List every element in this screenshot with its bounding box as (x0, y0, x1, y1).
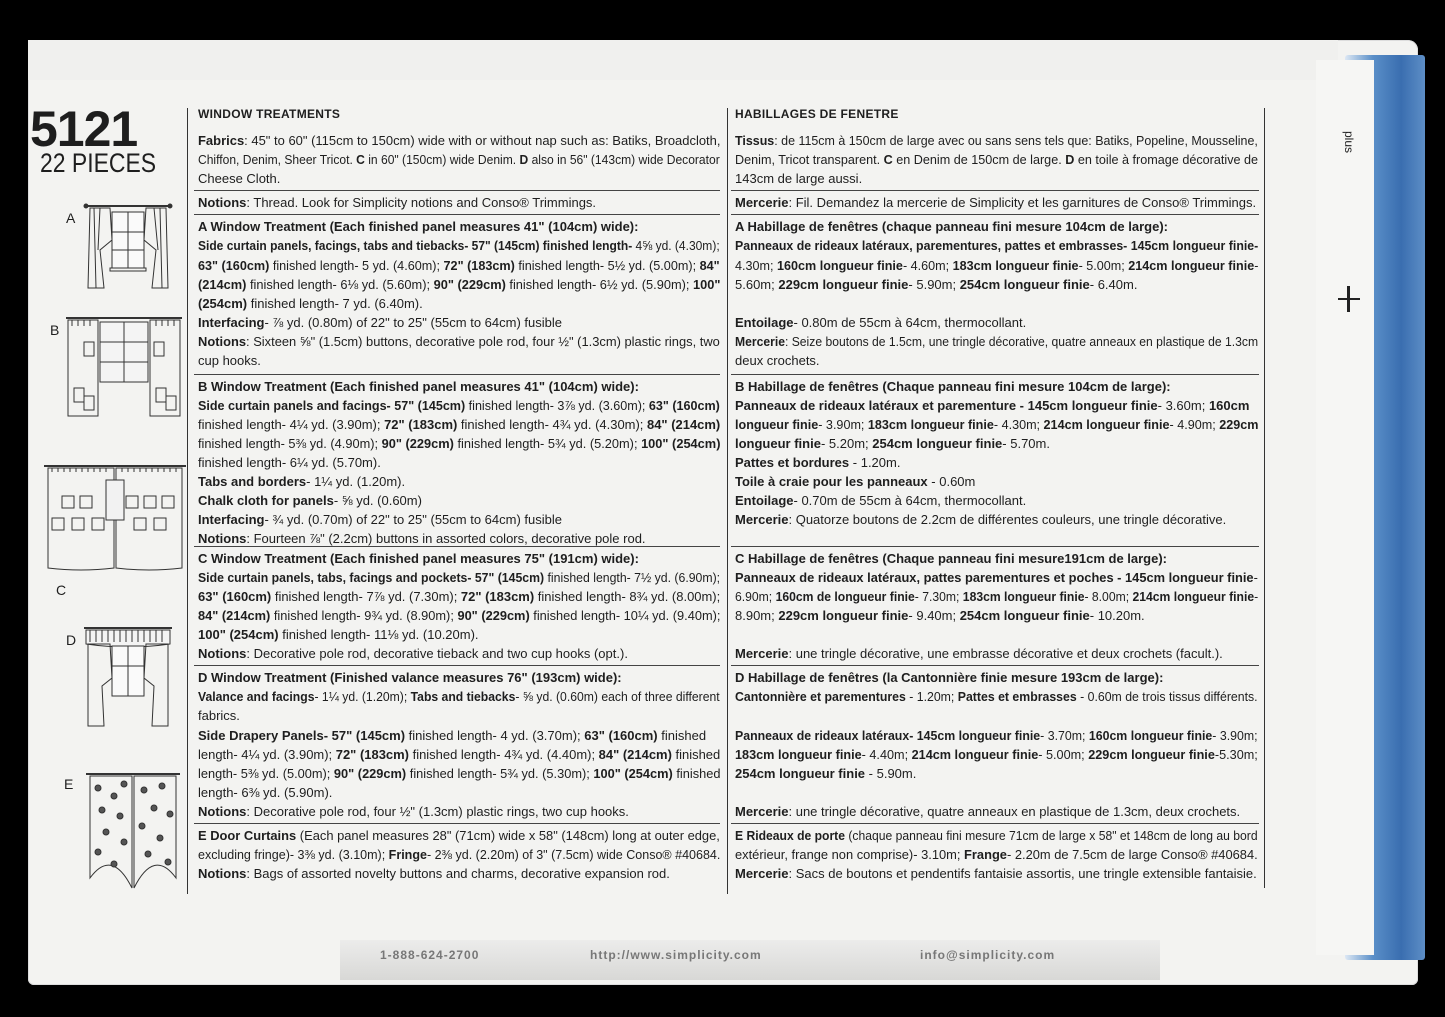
english-text: excluding fringe)- 3⅜ yd. (3.10m); (198, 847, 389, 862)
english-text: finished length- 5¾ yd. (5.30m); (406, 766, 594, 781)
french-text: : une tringle décorative, quatre anneaux en plastique de 1.3cm, deux crochets. (788, 804, 1241, 819)
french-text: - (1254, 258, 1259, 273)
english-text: finished length- 11⅛ yd. (10.20m). (278, 627, 479, 642)
english-bold-text: C (356, 152, 365, 167)
english-text: finished length- 8¾ yd. (8.00m); (534, 589, 721, 604)
french-bold-text: 183cm longueur finie (735, 747, 862, 762)
french-text: - 5.20m; (820, 436, 873, 451)
french-line (735, 236, 1258, 255)
english-text: finished length- 5½ yd. (5.00m); (514, 258, 700, 273)
side-mark-icon (1338, 286, 1360, 312)
french-line (735, 472, 975, 491)
english-text: finished length- 6½ yd. (5.90m); (505, 277, 694, 292)
french-line (735, 568, 1258, 587)
french-text: : Sacs de boutons et pendentifs fantaisie assortis, une tringle extensible fantaisie. (788, 866, 1257, 881)
french-bold-text: 183cm longueur finie (867, 417, 994, 432)
french-line (735, 726, 1258, 745)
english-line (198, 236, 720, 255)
french-bold-text: 160cm (1208, 398, 1250, 413)
view-e-illustration (84, 768, 182, 894)
french-bold-text: 214cm longueur finie (911, 747, 1039, 762)
french-text: - 8.00m; (1084, 589, 1133, 604)
french-line (735, 313, 1026, 332)
english-rule-1 (194, 190, 720, 191)
french-bold-text: 160cm longueur finie (1088, 728, 1213, 743)
french-line (735, 826, 1258, 845)
english-bold-text: Notions (198, 334, 247, 349)
english-line (198, 644, 628, 663)
english-rule-5 (194, 665, 720, 666)
french-text: (chaque panneau fini mesure 71cm de large x 58" et 148cm de long au bord (844, 828, 1258, 843)
english-bold-text: 90" (229cm) (381, 436, 454, 451)
french-line (735, 217, 1168, 236)
english-line (198, 625, 479, 644)
pattern-number: 5121 (30, 101, 138, 157)
french-bold-text: Toile à craie pour les panneaux (735, 474, 928, 489)
english-text: : Bags of assorted novelty buttons and charms, decorative expansion rod. (246, 866, 670, 881)
english-bold-text: Side curtain panels and facings- 57" (145cm) (198, 398, 466, 413)
english-text: finished length- 3⅞ yd. (3.60m); (465, 398, 649, 413)
french-line (735, 606, 1145, 625)
french-bold-text: Panneaux de rideaux latéraux- 145cm longueur finie (735, 728, 1041, 743)
french-rule-2 (731, 214, 1259, 215)
english-line (198, 351, 261, 370)
french-bold-text: E Rideaux de porte (735, 828, 845, 843)
french-text: -5.30m; (1214, 747, 1258, 762)
french-line (735, 351, 820, 370)
english-line (198, 453, 381, 472)
french-text: - 6.40m. (1089, 277, 1138, 292)
french-text: - 0.60m de trois tissus différents. (1076, 689, 1258, 704)
french-bold-text: longueur finie (735, 436, 821, 451)
french-bold-text: Pattes et embrasses (957, 689, 1077, 704)
french-bold-text: 229cm (1219, 417, 1259, 432)
french-bold-text: 160cm de longueur finie (775, 589, 915, 604)
french-bold-text: Mercerie (735, 804, 789, 819)
english-bold-text: Side curtain panels, facings, tabs and tiebacks- 57" (145cm) finished length- (198, 238, 633, 253)
english-line (198, 472, 405, 491)
bottom-phone: 1-888-624-2700 (380, 948, 480, 962)
french-line (735, 745, 1258, 764)
english-text: finished length- 4¾ yd. (4.40m); (408, 747, 599, 762)
side-text: plus (1342, 130, 1357, 154)
french-bold-text: A Habillage de fenêtres (chaque panneau fini mesure 104cm de large): (735, 219, 1168, 234)
english-text: finished length- 4¼ yd. (3.90m); (198, 417, 385, 432)
french-bold-text: 183cm longueur finie (962, 589, 1085, 604)
english-line (198, 217, 638, 236)
english-text: - 1¼ yd. (1.20m). (306, 474, 406, 489)
english-line (198, 783, 332, 802)
french-text: - 7.30m; (914, 589, 963, 604)
english-bold-text: 84" (214cm) (198, 608, 271, 623)
french-bold-text: Panneaux de rideaux latéraux, pattes parementures et poches - 145cm longueur finie (735, 570, 1254, 585)
french-text: - 0.60m (927, 474, 976, 489)
english-text: - ¾ yd. (0.70m) of 22" to 25" (55cm to 64cm) fusible (264, 512, 562, 527)
french-bold-text: 160cm longueur finie (776, 258, 903, 273)
english-rule-2 (194, 214, 720, 215)
french-line (735, 510, 1226, 529)
english-text: length- 4¼ yd. (3.90m); (198, 747, 336, 762)
english-text: : Decorative pole rod, decorative tieback and two cup hooks (opt.). (246, 646, 628, 661)
french-bold-text: Pattes et bordures (735, 455, 850, 470)
english-text: finished length- 9¾ yd. (8.90m); (270, 608, 458, 623)
english-text: finished length- 4 yd. (3.70m); (405, 728, 585, 743)
french-text: - 1.20m. (849, 455, 901, 470)
french-column (735, 0, 1258, 1000)
right-divider (1264, 108, 1265, 888)
french-bold-text: Mercerie (735, 866, 789, 881)
french-rule-1 (731, 190, 1259, 191)
english-text: finished length- 7⅞ yd. (7.30m); (271, 589, 461, 604)
english-text: : Fourteen ⅞" (2.2cm) buttons in assorted colors, decorative pole rod. (246, 531, 646, 546)
english-bold-text: Notions (198, 531, 247, 546)
english-text: finished length- 6¼ yd. (5.70m). (198, 455, 381, 470)
english-text: length- 6⅜ yd. (5.90m). (198, 785, 333, 800)
bottom-url-right: info@simplicity.com (920, 948, 1056, 962)
english-text: : 45" to 60" (115cm to 150cm) wide with or without nap such as: Batiks, Broadcloth, (244, 133, 721, 148)
french-bold-text: 254cm longueur finie (959, 608, 1090, 623)
english-line (198, 668, 622, 687)
english-line (198, 706, 240, 725)
english-bold-text: 90" (229cm) (457, 608, 530, 623)
english-line (198, 587, 720, 606)
view-letter-d: D (66, 632, 77, 648)
french-text: - 3.70m; (1040, 728, 1089, 743)
english-line (198, 150, 720, 169)
french-text: 143cm de large aussi. (735, 171, 863, 186)
english-line (198, 256, 720, 275)
french-text: 6.90m; (735, 589, 776, 604)
english-bold-text: 72" (183cm) (460, 589, 535, 604)
view-a-illustration (82, 200, 174, 292)
french-text: Denim, Tricot transparent. (735, 152, 884, 167)
english-bold-text: A Window Treatment (Each finished panel measures 41" (104cm) wide): (198, 219, 639, 234)
french-bold-text: Mercerie (735, 334, 785, 349)
french-bold-text: Frange (964, 847, 1007, 862)
english-bold-text: Notions (198, 866, 247, 881)
french-heading: HABILLAGES DE FENETRE (735, 107, 899, 121)
french-text: - 10.20m. (1089, 608, 1145, 623)
english-rule-4 (194, 546, 720, 547)
english-bold-text: Side Drapery Panels- 57" (145cm) (198, 728, 406, 743)
english-line (198, 377, 639, 396)
french-text: - 4.90m; (1169, 417, 1220, 432)
english-text: - ⅝ yd. (0.60m) each of three different (515, 689, 720, 704)
view-d-illustration (82, 622, 174, 730)
envelope-side-panel (1316, 60, 1374, 955)
english-text: finished length- 6⅛ yd. (5.60m); (246, 277, 434, 292)
english-text: - 1¼ yd. (1.20m); (314, 689, 411, 704)
english-text: Cheese Cloth. (198, 171, 281, 186)
english-rule-6 (194, 823, 720, 824)
english-bold-text: Fabrics (198, 133, 245, 148)
english-text: also in 56" (143cm) wide Decorator (528, 152, 720, 167)
french-bold-text: 229cm longueur finie (1088, 747, 1215, 762)
english-bold-text: 63" (160cm) (584, 728, 658, 743)
english-line (198, 332, 720, 351)
english-text: - ⅞ yd. (0.80m) of 22" to 25" (55cm to 64cm) fusible (264, 315, 562, 330)
french-line (735, 802, 1240, 821)
french-bold-text: 183cm longueur finie (952, 258, 1079, 273)
french-text: - 5.00m; (1038, 747, 1089, 762)
french-rule-5 (731, 665, 1259, 666)
french-text: - 4.30m; (993, 417, 1044, 432)
french-bold-text: 254cm longueur finie (735, 766, 866, 781)
french-line (735, 377, 1171, 396)
english-text: (Each panel measures 28" (71cm) wide x 58" (148cm) long at outer edge, (296, 828, 720, 843)
view-b-illustration (64, 312, 184, 422)
english-line (198, 396, 720, 415)
french-bold-text: D Habillage de fenêtres (la Cantonnière finie mesure 193cm de large): (735, 670, 1164, 685)
french-text: : de 115cm à 150cm de large avec ou sans sens tels que: Batiks, Popeline, Mousseline, (774, 133, 1258, 148)
english-text: finished length- 5⅜ yd. (4.90m); (198, 436, 382, 451)
english-bold-text: Chalk cloth for panels (198, 493, 334, 508)
english-text: : Thread. Look for Simplicity notions and Conso® Trimmings. (246, 195, 597, 210)
english-bold-text: Fringe (388, 847, 427, 862)
french-bold-text: Panneaux de rideaux latéraux et parementure - 145cm longueur finie (735, 398, 1158, 413)
french-text: : Fil. Demandez la mercerie de Simplicity et les garnitures de Conso® Trimmings. (788, 195, 1257, 210)
french-bold-text: 229cm longueur finie (778, 608, 909, 623)
english-bold-text: Tabs and tiebacks (410, 689, 516, 704)
view-letter-c: C (56, 582, 67, 598)
french-bold-text: Mercerie (735, 646, 789, 661)
english-bold-text: C Window Treatment (Each finished panel measures 75" (191cm) wide): (198, 551, 639, 566)
english-text: length- 5⅜ yd. (5.00m); (198, 766, 334, 781)
english-line (198, 726, 706, 745)
english-line (198, 313, 562, 332)
english-line (198, 687, 720, 706)
french-bold-text: Mercerie (735, 195, 789, 210)
english-bold-text: 100" (254cm) (198, 627, 279, 642)
french-line (735, 687, 1258, 706)
english-text: fabrics. (198, 708, 240, 723)
english-bold-text: D Window Treatment (Finished valance measures 76" (193cm) wide): (198, 670, 622, 685)
french-bold-text: B Habillage de fenêtres (Chaque panneau fini mesure 104cm de large): (735, 379, 1171, 394)
english-text: finished length- 5 yd. (4.60m); (269, 258, 444, 273)
bottom-url-left: http://www.simplicity.com (590, 948, 762, 962)
english-text: Chiffon, Denim, Sheer Tricot. (198, 152, 357, 167)
french-bold-text: Entoilage (735, 315, 794, 330)
center-divider (727, 108, 728, 894)
english-text: finished length- 7½ yd. (6.90m); (544, 570, 721, 585)
english-bold-text: Notions (198, 195, 247, 210)
french-text: 4.30m; (735, 258, 777, 273)
english-bold-text: B Window Treatment (Each finished panel measures 41" (104cm) wide): (198, 379, 639, 394)
english-bold-text: 100" (693, 277, 721, 292)
french-text: : une tringle décorative, une embrasse décorative et deux crochets (facult.). (788, 646, 1223, 661)
english-text: cup hooks. (198, 353, 261, 368)
english-text: finished (672, 766, 721, 781)
french-line (735, 453, 900, 472)
french-bold-text: C (883, 152, 893, 167)
english-text: - 2⅜ yd. (2.20m) of 3" (7.5cm) wide Conso® #40684. (426, 847, 721, 862)
english-bold-text: (214cm) (198, 277, 247, 292)
english-bold-text: Interfacing (198, 315, 265, 330)
english-text: finished length- 5¾ yd. (5.20m); (453, 436, 642, 451)
english-line (198, 864, 670, 883)
french-text: 5.60m; (735, 277, 779, 292)
english-bold-text: Tabs and borders (198, 474, 307, 489)
french-text: - 4.40m; (861, 747, 912, 762)
french-text: 8.90m; (735, 608, 779, 623)
english-line (198, 845, 720, 864)
french-line (735, 415, 1258, 434)
french-line (735, 587, 1258, 606)
french-text: - 5.70m. (1002, 436, 1050, 451)
view-letter-a: A (66, 210, 76, 226)
french-text: : Quatorze boutons de 2.2cm de différentes couleurs, une tringle décorative. (788, 512, 1227, 527)
english-line (198, 606, 720, 625)
english-text: 4⅝ yd. (4.30m); (632, 238, 720, 253)
french-bold-text: 214cm longueur finie (1128, 258, 1255, 273)
french-text: - 5.90m; (908, 277, 960, 292)
french-bold-text: Tissus (735, 133, 775, 148)
english-heading: WINDOW TREATMENTS (198, 107, 341, 121)
english-text: finished length- 4¾ yd. (4.30m); (457, 417, 648, 432)
english-bold-text: 84" (214cm) (647, 417, 721, 432)
french-text: en Denim de 150cm de large. (892, 152, 1066, 167)
english-bold-text: Interfacing (198, 512, 265, 527)
english-bold-text: Notions (198, 804, 247, 819)
french-bold-text: 254cm longueur finie (959, 277, 1090, 292)
french-line (735, 845, 1258, 864)
english-text: finished (657, 728, 707, 743)
english-text: in 60" (150cm) wide Denim. (364, 152, 520, 167)
french-bold-text: longueur finie (735, 417, 819, 432)
left-divider (187, 108, 188, 894)
view-letter-b: B (50, 322, 60, 338)
french-text: extérieur, frange non comprise)- 3.10m; (735, 847, 965, 862)
french-text: - 2.20m de 7.5cm de large Conso® #40684. (1006, 847, 1258, 862)
french-text: - 3.90m; (818, 417, 868, 432)
french-line (735, 644, 1223, 663)
french-text: - (1254, 589, 1259, 604)
view-letter-e: E (64, 776, 74, 792)
french-bold-text: Mercerie (735, 512, 789, 527)
english-text: finished length- 7 yd. (6.40m). (247, 296, 423, 311)
french-line (735, 332, 1258, 351)
french-line (735, 275, 1137, 294)
french-text: en toile à fromage décorative de (1074, 152, 1259, 167)
french-text: - 0.70m de 55cm à 64cm, thermocollant. (793, 493, 1027, 508)
english-text: : Sixteen ⅝" (1.5cm) buttons, decorative pole rod, four ½" (1.3cm) plastic rings, two (246, 334, 720, 349)
english-bold-text: 72" (183cm) (384, 417, 458, 432)
english-line (198, 415, 720, 434)
english-line (198, 510, 562, 529)
english-text: finished length- 10¼ yd. (9.40m); (529, 608, 721, 623)
french-line (735, 764, 916, 783)
english-text: : Decorative pole rod, four ½" (1.3cm) plastic rings, two cup hooks. (246, 804, 629, 819)
french-line (735, 549, 1167, 568)
french-bold-text: Entoilage (735, 493, 794, 508)
english-rule-3 (194, 374, 720, 375)
english-line (198, 549, 639, 568)
french-line (735, 131, 1258, 150)
french-rule-3 (731, 374, 1259, 375)
english-line (198, 491, 422, 510)
french-line (735, 668, 1163, 687)
french-text: : Seize boutons de 1.5cm, une tringle décorative, quatre anneaux en plastique de 1.3cm (784, 334, 1259, 349)
english-line (198, 745, 720, 764)
french-bold-text: 214cm longueur finie (1132, 589, 1255, 604)
view-c-illustration (42, 460, 188, 572)
french-text: - 1.20m; (905, 689, 958, 704)
french-text: - 9.40m; (908, 608, 960, 623)
english-bold-text: E Door Curtains (198, 828, 297, 843)
english-bold-text: 90" (229cm) (433, 277, 506, 292)
french-text: - 0.80m de 55cm à 64cm, thermocollant. (793, 315, 1027, 330)
english-line (198, 764, 720, 783)
french-line (735, 434, 1050, 453)
english-bold-text: 72" (183cm) (443, 258, 515, 273)
english-text: - ⅝ yd. (0.60m) (333, 493, 422, 508)
english-bold-text: 90" (229cm) (333, 766, 407, 781)
english-text: finished (671, 747, 721, 762)
english-line (198, 434, 720, 453)
french-line (735, 396, 1249, 415)
english-line (198, 294, 423, 313)
english-line (198, 826, 720, 845)
english-bold-text: 63" (160cm) (198, 589, 272, 604)
french-bold-text: Cantonnière et parementures (735, 689, 906, 704)
french-bold-text: Panneaux de rideaux latéraux, parementures, pattes et embrasses- 145cm longueur finie- (735, 238, 1259, 253)
english-line (198, 193, 596, 212)
french-text: deux crochets. (735, 353, 820, 368)
french-bold-text: 214cm longueur finie (1043, 417, 1170, 432)
english-bold-text: Valance and facings (198, 689, 315, 704)
english-line (198, 568, 720, 587)
english-line (198, 169, 280, 188)
english-line (198, 275, 720, 294)
french-bold-text: 254cm longueur finie (872, 436, 1003, 451)
english-bold-text: 84" (214cm) (598, 747, 672, 762)
french-text: - 4.60m; (902, 258, 953, 273)
french-bold-text: 229cm longueur finie (778, 277, 909, 292)
french-rule-6 (731, 823, 1259, 824)
english-bold-text: 100" (254cm) (641, 436, 721, 451)
english-bold-text: Side curtain panels, tabs, facings and pockets- 57" (145cm) (198, 570, 545, 585)
english-bold-text: (254cm) (198, 296, 248, 311)
english-line (198, 131, 720, 150)
french-line (735, 150, 1258, 169)
english-bold-text: 100" (254cm) (593, 766, 673, 781)
english-bold-text: 72" (183cm) (335, 747, 409, 762)
english-column (198, 0, 720, 1000)
french-text: - 5.90m. (865, 766, 917, 781)
french-line (735, 193, 1256, 212)
french-line (735, 169, 862, 188)
french-line (735, 256, 1258, 275)
english-bold-text: 63" (160cm) (648, 398, 720, 413)
english-bold-text: D (519, 152, 529, 167)
french-line (735, 864, 1257, 883)
french-text: - 3.90m; (1212, 728, 1258, 743)
english-bold-text: 84" (699, 258, 720, 273)
french-bold-text: C Habillage de fenêtres (Chaque panneau fini mesure191cm de large): (735, 551, 1168, 566)
french-rule-4 (731, 546, 1259, 547)
pieces-count: 22 PIECES (40, 148, 157, 178)
english-bold-text: 63" (160cm) (198, 258, 270, 273)
french-bold-text: D (1065, 152, 1075, 167)
french-text: - (1253, 570, 1258, 585)
french-line (735, 491, 1026, 510)
english-line (198, 802, 629, 821)
french-text: - 3.60m; (1157, 398, 1209, 413)
french-text: - 5.00m; (1078, 258, 1129, 273)
english-bold-text: Notions (198, 646, 247, 661)
